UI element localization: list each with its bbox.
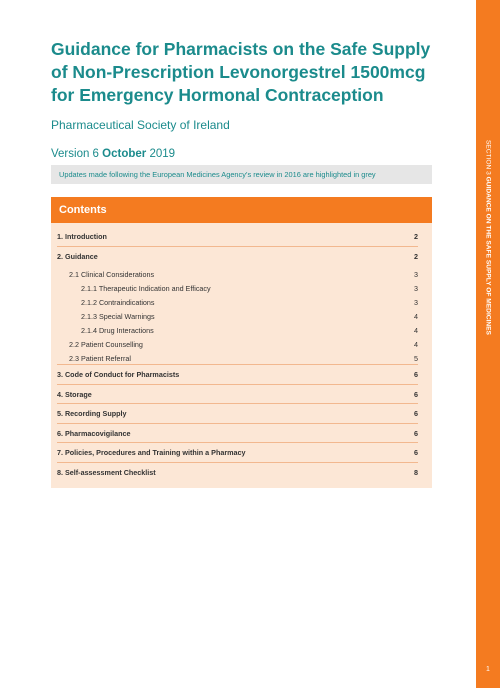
- toc-entry[interactable]: [57, 309, 418, 323]
- toc-entry-label: 8. Self-assessment Checklist: [57, 467, 156, 477]
- toc-entry[interactable]: [57, 443, 418, 463]
- contents-box: [51, 197, 432, 488]
- version-year: 2019: [149, 148, 176, 160]
- toc-entry[interactable]: [57, 424, 418, 444]
- sidebar-label: [476, 140, 500, 365]
- toc-entry-page: 4: [414, 325, 418, 335]
- toc-entry[interactable]: [57, 385, 418, 405]
- toc-entry-label: 2.1.2 Contraindications: [81, 297, 155, 307]
- toc-entry-label: 2.2 Patient Counselling: [69, 339, 143, 349]
- toc-entry-page: 4: [414, 311, 418, 321]
- toc-entry-label: 5. Recording Supply: [57, 409, 127, 419]
- toc-entry-page: 6: [414, 389, 418, 399]
- toc-entry-page: 6: [414, 448, 418, 458]
- toc-entry-label: 4. Storage: [57, 389, 92, 399]
- toc-entry-label: 2.1.4 Drug Interactions: [81, 325, 154, 335]
- toc-entry[interactable]: [57, 281, 418, 295]
- contents-heading: Contents: [51, 197, 432, 223]
- version-line: [51, 148, 175, 160]
- toc-entry-page: 5: [414, 353, 418, 363]
- toc-entry[interactable]: [57, 247, 418, 267]
- publisher-name: Pharmaceutical Society of Ireland: [51, 118, 230, 132]
- toc-entry-page: 2: [414, 232, 418, 242]
- toc-entry[interactable]: [57, 351, 418, 365]
- toc-entry[interactable]: [57, 404, 418, 424]
- page-number: 1: [486, 666, 490, 673]
- document-title: Guidance for Pharmacists on the Safe Supply of Non-Prescription Levonorgestrel 1500mcg for Emergency Hormonal Contraception: [51, 39, 431, 105]
- toc-entry-label: 7. Policies, Procedures and Training within a Pharmacy: [57, 448, 246, 458]
- toc-entry-page: 3: [414, 283, 418, 293]
- sidebar-section: SECTION 3: [484, 140, 492, 175]
- toc-entry-label: 2. Guidance: [57, 251, 98, 261]
- toc-entry-page: 6: [414, 428, 418, 438]
- toc-entry-page: 6: [414, 409, 418, 419]
- toc-entry-page: 3: [414, 297, 418, 307]
- toc-entry-label: 1. Introduction: [57, 232, 107, 242]
- toc-entry-page: 4: [414, 339, 418, 349]
- toc-entry-page: 8: [414, 467, 418, 477]
- toc-entry-label: 2.1 Clinical Considerations: [69, 269, 155, 279]
- toc-entry[interactable]: [57, 267, 418, 281]
- toc-entry[interactable]: [57, 337, 418, 351]
- toc-entry-label: 2.3 Patient Referral: [69, 353, 131, 363]
- toc-entry[interactable]: [57, 323, 418, 337]
- toc-entry[interactable]: [57, 463, 418, 483]
- version-month: October: [102, 148, 147, 160]
- version-number: Version 6: [51, 148, 99, 160]
- toc-entry-page: 3: [414, 269, 418, 279]
- toc-entry-label: 2.1.3 Special Warnings: [81, 311, 155, 321]
- toc-entry-label: 6. Pharmacovigilance: [57, 428, 131, 438]
- toc-entry-label: 2.1.1 Therapeutic Indication and Efficacy: [81, 283, 211, 293]
- toc-entry-label: 3. Code of Conduct for Pharmacists: [57, 370, 180, 380]
- toc-entry[interactable]: [57, 365, 418, 385]
- toc-entry-page: 2: [414, 251, 418, 261]
- toc-entry[interactable]: [57, 227, 418, 247]
- toc-entry-page: 6: [414, 370, 418, 380]
- sidebar-title: GUIDANCE ON THE SAFE SUPPLY OF MEDICINES: [484, 176, 492, 335]
- updates-note: Updates made following the European Medicines Agency’s review in 2016 are highlighted in grey: [51, 165, 432, 184]
- toc-entry[interactable]: [57, 295, 418, 309]
